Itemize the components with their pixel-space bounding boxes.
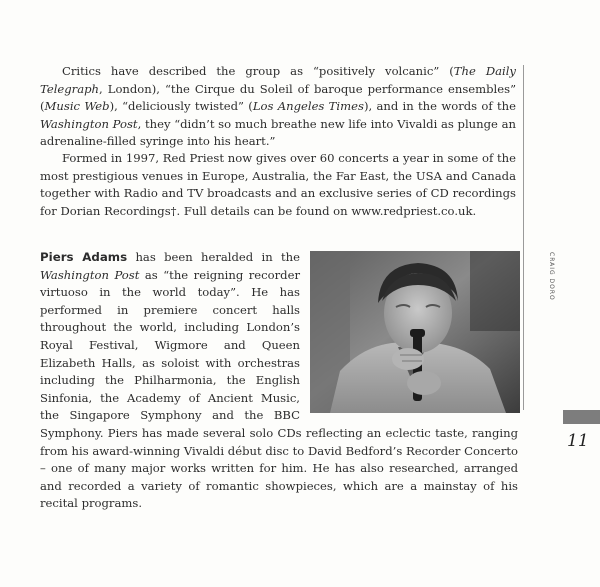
italic-run: The Daily Telegraph — [40, 64, 516, 96]
text-run: ), and in the words of the — [363, 99, 516, 114]
paragraph-critics — [40, 63, 516, 151]
text-run: has been heralded in the — [127, 250, 300, 264]
photo-credit: CRAIG DORO — [548, 252, 555, 301]
page-number: 11 — [567, 431, 589, 451]
paragraph-formed: Formed in 1997, Red Priest now gives over 60 concerts a year in some of the most prestigious venues in Europe, Australia, the Far East, the USA and Canada together with Radio and TV broadcasts and an exclusive series of CD recordings for Dorian Recordings†. Full details can be found on www.redpriest.co.uk. — [40, 151, 516, 218]
italic-run: Music Web — [44, 99, 110, 114]
text-run: , London), “the Cirque du Soleil of baroque performance ensembles” ( — [40, 81, 516, 114]
text-run: as “the reigning recorder virtuoso in the world today”. He has performed in premiere concert halls throughout the world, including London’s Royal Festival, Wigmore and Queen Elizabeth Halls, as soloist with orchestras including the Philharmonia, the English Sinfonia, the Academy of Ancient Music, the Singapore Symphony and the BBC Symphony. Piers has made several solo CDs reflecting an eclectic taste, ranging from his award-winning Vivaldi début disc to David Bedford’s Recorder Concerto – one of many major works written for him. He has also researched, arranged and recorded a variety of romantic showpieces, which are a mainstay of his recital programs. — [40, 267, 518, 511]
margin-rule — [523, 65, 524, 410]
text-run: Critics have described the group as “positively volcanic” ( — [62, 64, 454, 78]
italic-run: Washington Post — [40, 267, 140, 282]
italic-run: Washington Post — [40, 116, 138, 131]
text-run: , they “didn’t so much breathe new life into Vivaldi as plunge an adrenaline-filled syringe into his heart.” — [40, 116, 516, 149]
portrait-image — [310, 251, 520, 413]
text-run: ), “deliciously twisted” ( — [109, 99, 253, 114]
paragraph-piers-adams — [40, 249, 518, 513]
piers-adams-name: Piers Adams — [40, 250, 128, 264]
portrait-photo — [310, 251, 520, 413]
page-tab — [563, 410, 600, 424]
italic-run: Los Angeles Times — [252, 99, 364, 114]
